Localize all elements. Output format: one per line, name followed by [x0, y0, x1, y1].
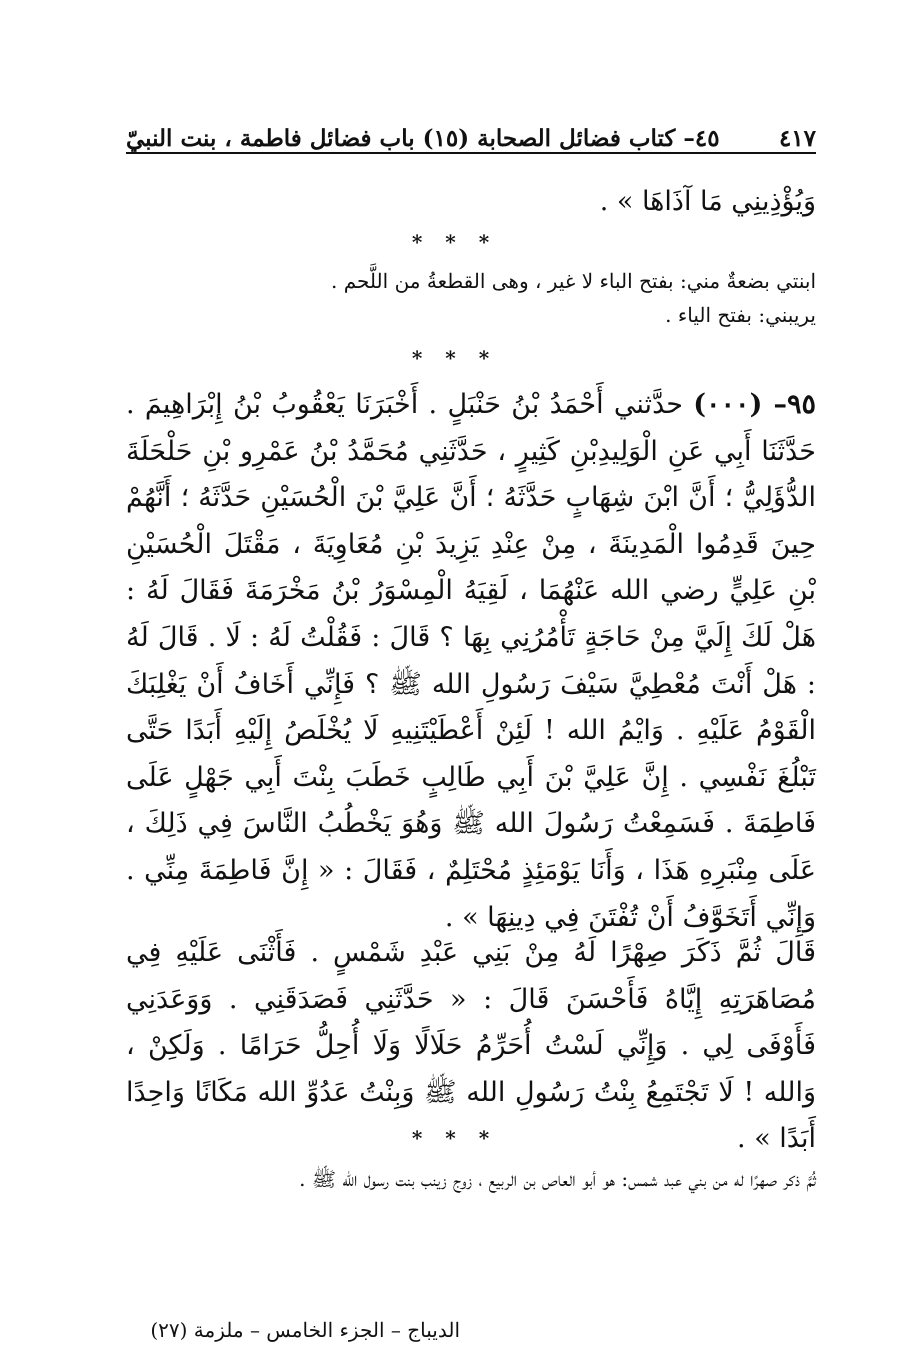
separator-1: * * *: [411, 230, 498, 254]
glossary-note-1: [126, 264, 816, 332]
chapter-title: ٤٥– كتاب فضائل الصحابة (١٥) باب فضائل فاطمة ، بنت النبيّ: [126, 125, 720, 152]
glossary-note-2: ثُمَّ ذكر صهرًا له من بني عبد شمس: هو أبو العاص بن الربيع ، زوج زينب بنت رسول الله ﷺ .: [299, 1167, 816, 1191]
separator-3: * * *: [411, 1126, 498, 1150]
running-header: [126, 112, 816, 152]
hadith-number: ٩٥– (٠٠٠): [693, 389, 816, 420]
hadith-paragraph: [126, 382, 816, 941]
printer-signature: الديباج – الجزء الخامس – ملزمة (٢٧): [150, 1318, 460, 1342]
separator-2: * * *: [411, 346, 498, 370]
hadith-paragraph-2: قَالَ ثُمَّ ذَكَرَ صِهْرًا لَهُ مِنْ بَنِي عَبْدِ شَمْسٍ . فَأَثْنَى عَلَيْهِ فِي مُصَاهَرَتِهِ إِيَّاهُ فَأَحْسَنَ قَالَ : « حَدَّثَنِي فَصَدَقَنِي . وَوَعَدَنِي فَأَوْفَى لِي . وَإِنِّي لَسْتُ أُحَرِّمُ حَلَالًا وَلَا أُحِلُّ حَرَامًا . وَلَكِنْ ، وَالله ! لَا تَجْتَمِعُ بِنْتُ رَسُولِ الله ﷺ وَبِنْتُ عَدُوِّ الله مَكَانًا وَاحِدًا أَبَدًا » .: [126, 937, 816, 1155]
glossary-line-1: ابنتي بضعةٌ مني: بفتح الباء لا غير ، وهى القطعةُ من اللَّحم .: [331, 269, 816, 293]
hadith-text: حدَّثني أَحْمَدُ بْنُ حَنْبَلٍ . أَخْبَرَنَا يَعْقُوبُ بْنُ إِبْرَاهِيمَ . حَدَّثَنَا أَبِي عَنِ الْوَلِيدِبْنِ كَثِيرٍ ، حَدَّثَنِي مُحَمَّدُ بْنُ عَمْرِو بْنِ حَلْحَلَةَ الدُّؤَلِيُّ ؛ أَنَّ ابْنَ شِهَابٍ حَدَّثَهُ ؛ أَنَّ عَلِيَّ بْنَ الْحُسَيْنِ حَدَّثَهُ ؛ أَنَّهُمْ حِينَ قَدِمُوا الْمَدِينَةَ ، مِنْ عِنْدِ يَزِيدَ بْنِ مُعَاوِيَةَ ، مَقْتَلَ الْحُسَيْنِ بْنِ عَلِيٍّ رضي الله عَنْهُمَا ، لَقِيَهُ الْمِسْوَرُ بْنُ مَخْرَمَةَ فَقَالَ لَهُ : هَلْ لَكَ إِلَيَّ مِنْ حَاجَةٍ تَأْمُرُنِي بِهَا ؟ قَالَ : فَقُلْتُ لَهُ : لَا . قَالَ لَهُ : هَلْ أَنْتَ مُعْطِيَّ سَيْفَ رَسُولِ الله ﷺ ؟ فَإِنِّي أَخَافُ أَنْ يَغْلِبَكَ الْقَوْمُ عَلَيْهِ . وَايْمُ الله ! لَئِنْ أَعْطَيْتَنِيهِ لَا يُخْلَصُ إِلَيْهِ أَبَدًا حَتَّى تَبْلُغَ نَفْسِي . إِنَّ عَلِيَّ بْنَ أَبِي طَالِبٍ خَطَبَ بِنْتَ أَبِي جَهْلٍ عَلَى فَاطِمَةَ . فَسَمِعْتُ رَسُولَ الله ﷺ وَهُوَ يَخْطُبُ النَّاسَ فِي ذَلِكَ ، عَلَى مِنْبَرِهِ هَذَا ، وَأَنَا يَوْمَئِذٍ مُحْتَلِمٌ ، فَقَالَ : « إِنَّ فَاطِمَةَ مِنِّي . وَإِنِّي أَتَخَوَّفُ أَنْ تُفْتَنَ فِي دِينِهَا » .: [126, 389, 816, 933]
page-number: ٤١٧: [778, 125, 816, 152]
glossary-line-2: يريبني: بفتح الياء .: [665, 303, 816, 327]
opening-line: وَيُؤْذِينِي مَا آذَاهَا » .: [599, 186, 816, 217]
header-divider: [126, 152, 816, 154]
